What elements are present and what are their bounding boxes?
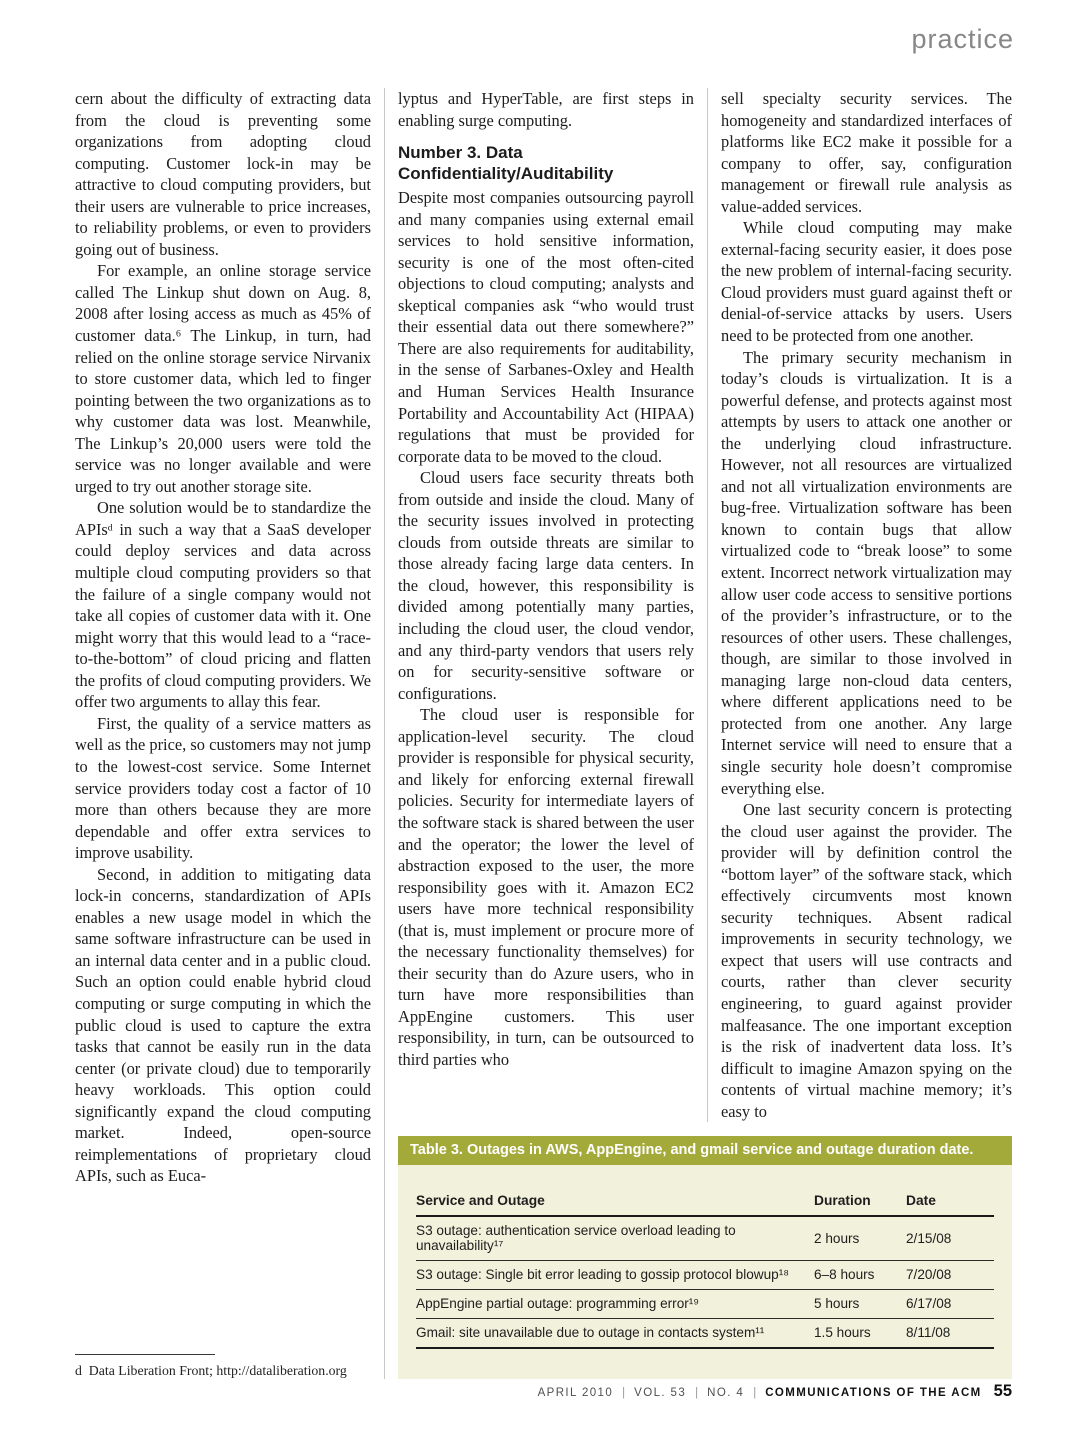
footer-volume: VOL. 53 bbox=[634, 1387, 687, 1399]
paragraph: sell specialty security services. The homogeneity and standardized interfaces of platforms like EC2 make it possible for a company to offer, say, configuration management or firewall rule analysis as value-added services. bbox=[721, 89, 1012, 216]
cell-date: 8/11/08 bbox=[906, 1319, 994, 1349]
cell-service: S3 outage: authentication service overload leading to unavailability¹⁷ bbox=[416, 1216, 814, 1261]
outage-table bbox=[398, 1136, 1012, 1379]
article-body bbox=[75, 88, 1012, 1379]
page-footer bbox=[538, 1382, 1012, 1401]
footer-separator: | bbox=[695, 1387, 699, 1399]
paragraph: The primary security mechanism in today’s clouds is virtualization. It is a powerful defense, and protects against most attempts by users to attack one another or the underlying cloud infrastructure. However, not all resources are virtualized and not all virtualization environments are bug-free. Virtualization software has been known to contain bugs that allow virtualized code to “break loose” to some extent. Incorrect network virtualization may allow user code access to sensitive portions of the provider’s infrastructure, or to the resources of other users. These challenges, though, are similar to those involved in managing large non-cloud data centers, where different applications need to be protected from one another. Any large Internet service will need to ensure that a single security hole doesn’t compromise everything else. bbox=[721, 347, 1012, 798]
footnote-divider bbox=[75, 1354, 215, 1355]
paragraph: The cloud user is responsible for application-level security. The cloud provider is responsible for physical security, and likely for enforcing external firewall policies. Security for intermediate layers of the software stack is shared between the user and the operator; the lower the level of abstraction exposed to the user, the more responsibility goes with it. Amazon EC2 users have more technical responsibility (that is, must implement or procure more of the necessary functionality themselves) for their security than do Azure users, who in turn have more responsibilities than AppEngine customers. This user responsibility, in turn, can be outsourced to third parties who bbox=[398, 705, 694, 1069]
section-heading: Number 3. Data Confidentiality/Auditability bbox=[398, 143, 614, 184]
table-rows bbox=[416, 1216, 994, 1348]
paragraph: For example, an online storage service called The Linkup shut down on Aug. 8, 2008 after losing access as much as 45% of customer data.⁶ The Linkup, in turn, had relied on the online storage service Nirvanix to store customer data, which led to finger pointing between the two organizations as to why customer data was lost. Meanwhile, The Linkup’s 20,000 users were told the service was no longer available and were urged to try out another storage site. bbox=[75, 261, 371, 496]
col-header-date: Date bbox=[906, 1191, 994, 1216]
text-column-1 bbox=[75, 88, 385, 1379]
paragraph: First, the quality of a service matters as well as the price, so customers may not jump to the lowest-cost service. Some Internet service providers today cost a factor of 10 more than others because they are more dependable and offer extra services to improve usability. bbox=[75, 713, 371, 863]
paragraph: Despite most companies outsourcing payroll and many companies using external email services to hold sensitive information, security is one of the most often-cited objections to cloud computing; analysts and skeptical companies ask “who would trust their essential data out there somewhere?” There are also requirements for auditability, in the sense of Sarbanes-Oxley and Health and Human Services Health Insurance Portability and Accountability Act (HIPAA) regulations that must be provided for corporate data to be moved to the cloud. bbox=[398, 188, 694, 466]
col-header-duration: Duration bbox=[814, 1191, 906, 1216]
paragraph: One solution would be to standardize the APIsᵈ in such a way that a SaaS developer could deploy services and data across multiple cloud computing providers so that the failure of a single company would not take all copies of customer data with it. One might worry that this would lead to a “race-to-the-bottom” of cloud pricing and flatten the profits of cloud computing providers. We offer two arguments to allay this fear. bbox=[75, 498, 371, 712]
cell-service: S3 outage: Single bit error leading to gossip protocol blowup¹⁸ bbox=[416, 1261, 814, 1290]
section-label-practice: practice bbox=[911, 24, 1014, 54]
cell-date: 2/15/08 bbox=[906, 1216, 994, 1261]
footer-separator: | bbox=[753, 1387, 757, 1399]
cell-duration: 1.5 hours bbox=[814, 1319, 906, 1349]
table-title: Table 3. Outages in AWS, AppEngine, and gmail service and outage duration date. bbox=[398, 1136, 1012, 1165]
table-row bbox=[416, 1319, 994, 1349]
paragraph: While cloud computing may make external-facing security easier, it does pose the new problem of internal-facing security. Cloud providers must guard against theft or denial-of-service attacks by users. Users need to be protected from one another. bbox=[721, 218, 1012, 346]
footer-separator: | bbox=[622, 1387, 626, 1399]
footer-number: NO. 4 bbox=[707, 1387, 745, 1399]
paragraph: Second, in addition to mitigating data lock-in concerns, standardization of APIs enables a new usage model in which the same software infrastructure can be used in an internal data center and in a public cloud. Such an option could enable hybrid cloud computing or surge computing in which the public cloud is used to capture the extra tasks that cannot be easily run in the data center (or private cloud) due to temporarily heavy workloads. This option could significantly expand the cloud computing market. Indeed, open-source reimplementations of proprietary cloud APIs, such as Euca- bbox=[75, 864, 371, 1186]
column-1-paragraphs bbox=[75, 88, 371, 1187]
right-region bbox=[385, 88, 1012, 1379]
table-row bbox=[416, 1290, 994, 1319]
paragraph: Cloud users face security threats both from outside and inside the cloud. Many of the security issues involved in protecting clouds from outside threats are similar to those already facing large data centers. In the cloud, however, this responsibility is divided among potentially many parties, including the cloud user, the cloud vendor, and any third-party vendors that users rely on for security-sensitive software or configurations. bbox=[398, 468, 694, 703]
cell-service: AppEngine partial outage: programming error¹⁹ bbox=[416, 1290, 814, 1319]
page-number: 55 bbox=[993, 1382, 1012, 1400]
cell-duration: 2 hours bbox=[814, 1216, 906, 1261]
cell-service: Gmail: site unavailable due to outage in contacts system¹¹ bbox=[416, 1319, 814, 1349]
footnote-text: d Data Liberation Front; http://dataliberation.org bbox=[75, 1363, 347, 1379]
cell-date: 7/20/08 bbox=[906, 1261, 994, 1290]
outage-table-grid bbox=[416, 1191, 994, 1349]
table-row bbox=[416, 1216, 994, 1261]
table-body bbox=[398, 1165, 1012, 1379]
table-row bbox=[416, 1261, 994, 1290]
text-column-3 bbox=[707, 88, 1012, 1122]
footer-issue-date: APRIL 2010 bbox=[537, 1387, 614, 1399]
cell-date: 6/17/08 bbox=[906, 1290, 994, 1319]
text-column-2 bbox=[398, 88, 707, 1122]
paragraph: lyptus and HyperTable, are first steps in enabling surge computing. bbox=[398, 89, 694, 130]
col-header-service: Service and Outage bbox=[416, 1191, 814, 1216]
paragraph: One last security concern is protecting the cloud user against the provider. The provider will by definition control the “bottom layer” of the software stack, which effectively circumvents most known security techniques. Absent radical improvements in security technology, we expect that users will use contracts and courts, rather than clever security engineering, to guard against provider malfeasance. The one important exception is the risk of inadvertent data loss. It’s difficult to imagine Amazon spying on the contents of virtual machine memory; it’s easy to bbox=[721, 800, 1012, 1121]
cell-duration: 5 hours bbox=[814, 1290, 906, 1319]
paragraph: cern about the difficulty of extracting data from the cloud is preventing some organizations from adopting cloud computing. Customer lock-in may be attractive to cloud computing providers, but their users are vulnerable to price increases, to reliability problems, or even to providers going out of business. bbox=[75, 89, 371, 259]
footer-publication: COMMUNICATIONS OF THE ACM bbox=[765, 1387, 982, 1399]
text-row bbox=[398, 88, 1012, 1122]
cell-duration: 6–8 hours bbox=[814, 1261, 906, 1290]
footnote-block bbox=[75, 1324, 371, 1379]
table-header-row bbox=[416, 1191, 994, 1216]
